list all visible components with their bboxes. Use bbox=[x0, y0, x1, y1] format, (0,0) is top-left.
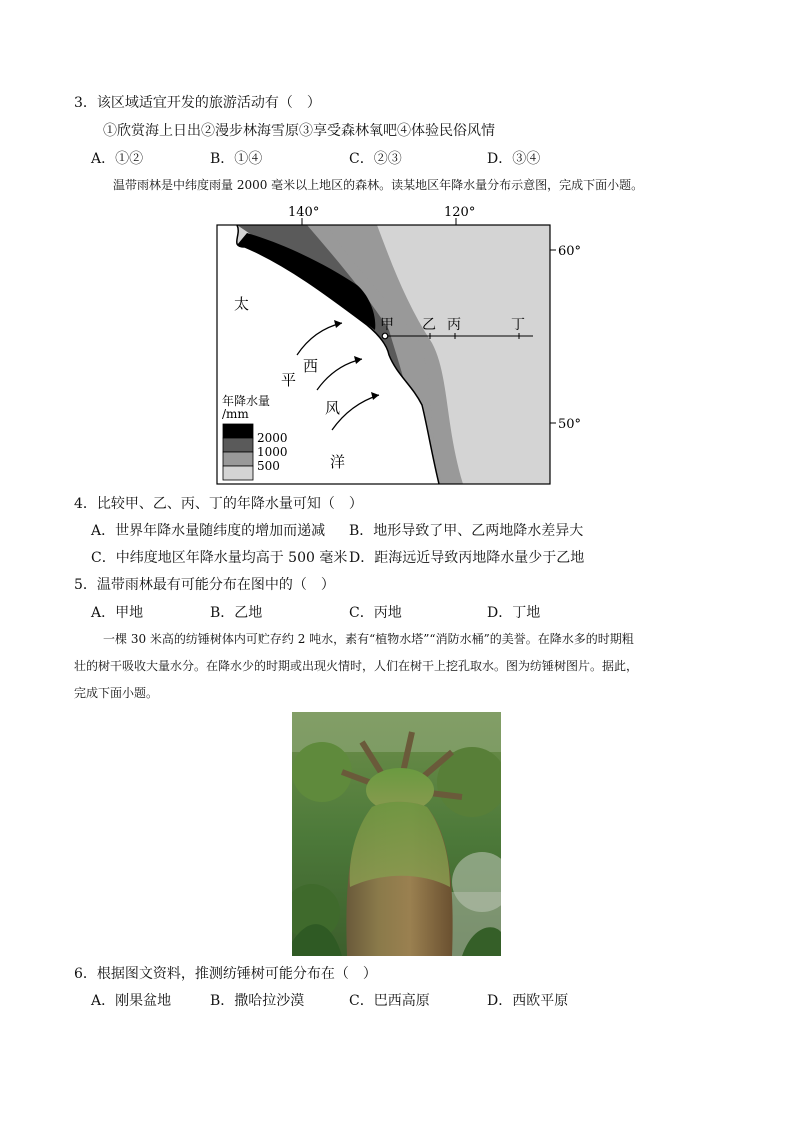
lat-label-60: 60° bbox=[558, 244, 582, 259]
intro-bottle-tree-line2: 壮的树干吸收大量水分。在降水少的时期或出现火情时，人们在树干上挖孔取水。图为纺锤树图片。据此， bbox=[74, 659, 639, 673]
place-ding: 丁 bbox=[511, 317, 525, 333]
q4-option-c: C．中纬度地区年降水量均高于 500 毫米 bbox=[91, 550, 348, 566]
legend-value-2000: 2000 bbox=[257, 431, 288, 445]
intro-rainforest: 温带雨林是中纬度雨量 2000 毫米以上地区的森林。读某地区年降水量分布示意图，完成下面小题。 bbox=[113, 178, 644, 192]
precipitation-map bbox=[210, 200, 590, 492]
lon-label-120: 120° bbox=[444, 205, 476, 220]
q5-option-b: B．乙地 bbox=[210, 605, 263, 621]
q3-option-c: C．②③ bbox=[349, 151, 402, 167]
q4-option-a: A．世界年降水量随纬度的增加而递减 bbox=[91, 523, 326, 539]
lon-label-140: 140° bbox=[288, 205, 320, 220]
q5-option-c: C．丙地 bbox=[349, 605, 402, 621]
q4-option-d: D．距海远近导致丙地降水量少于乙地 bbox=[349, 550, 585, 566]
lat-label-50: 50° bbox=[558, 417, 582, 432]
q3-option-d: D．③④ bbox=[487, 151, 541, 167]
q6-option-a: A．刚果盆地 bbox=[91, 993, 172, 1009]
place-jia: 甲 bbox=[380, 317, 394, 333]
legend-value-1000: 1000 bbox=[257, 445, 288, 459]
sea-char-ping: 平 bbox=[281, 371, 297, 389]
q6-option-d: D．西欧平原 bbox=[487, 993, 569, 1009]
intro-bottle-tree-line1: 一棵 30 米高的纺锤树体内可贮存约 2 吨水，素有“植物水塔”“消防水桶”的美誉。在降水多的时期粗 bbox=[103, 632, 634, 646]
q3-option-b: B．①④ bbox=[210, 151, 263, 167]
q4-option-b: B．地形导致了甲、乙两地降水差异大 bbox=[349, 523, 584, 539]
q3-items: ①欣赏海上日出②漫步林海雪原③享受森林氧吧④体验民俗风情 bbox=[103, 123, 495, 139]
intro-bottle-tree-line3: 完成下面小题。 bbox=[74, 686, 159, 700]
sea-char-yang: 洋 bbox=[330, 453, 346, 471]
bottle-tree-photo bbox=[292, 712, 501, 956]
legend-value-500: 500 bbox=[257, 459, 280, 473]
q3-option-a: A．①② bbox=[91, 151, 144, 167]
q3-stem: 3．该区域适宜开发的旅游活动有（ ） bbox=[74, 95, 321, 111]
wind-char-xi: 西 bbox=[303, 357, 319, 375]
legend-title: 年降水量 bbox=[222, 394, 271, 408]
q6-option-c: C．巴西高原 bbox=[349, 993, 430, 1009]
wind-char-feng: 风 bbox=[325, 399, 341, 417]
q6-stem: 6．根据图文资料，推测纺锤树可能分布在（ ） bbox=[74, 966, 377, 982]
q6-option-b: B．撒哈拉沙漠 bbox=[210, 993, 305, 1009]
legend-unit: /mm bbox=[222, 407, 249, 421]
q5-stem: 5．温带雨林最有可能分布在图中的（ ） bbox=[74, 577, 335, 593]
place-bing: 丙 bbox=[447, 317, 461, 333]
q4-stem: 4．比较甲、乙、丙、丁的年降水量可知（ ） bbox=[74, 496, 363, 512]
q5-option-a: A．甲地 bbox=[91, 605, 144, 621]
sea-char-tai: 太 bbox=[234, 295, 250, 313]
place-yi: 乙 bbox=[422, 317, 436, 333]
q5-option-d: D．丁地 bbox=[487, 605, 541, 621]
